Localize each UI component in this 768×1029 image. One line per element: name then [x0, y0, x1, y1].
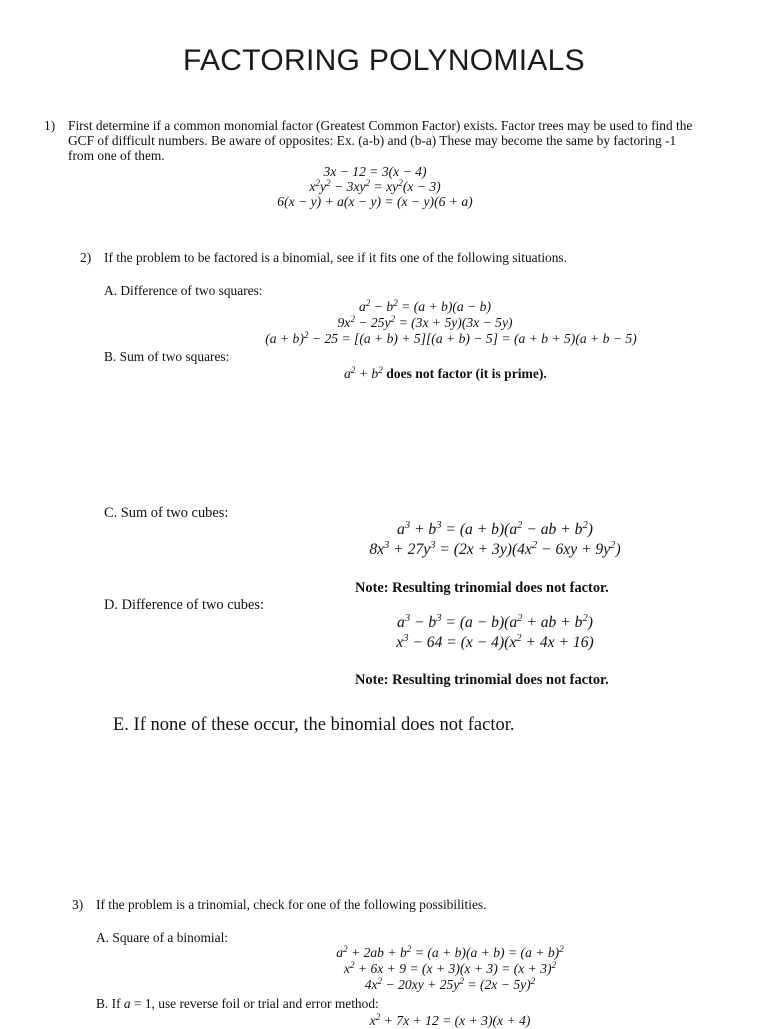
sum-of-cubes-label: C. Sum of two cubes:: [104, 505, 229, 521]
diff-of-cubes-formula: $a^3 - b^3 = (a - b)(a^2$ + ab + $b^2$): [397, 613, 593, 631]
page-title: FACTORING POLYNOMIALS: [183, 44, 585, 77]
section-2-number: 2): [80, 250, 92, 265]
binomial-does-not-factor-text: E. If none of these occur, the binomial does not factor.: [113, 715, 515, 735]
section-1-number: 1): [44, 118, 56, 133]
square-of-binomial-example-1: $x^2 + 6x + 9 = (x + 3)(x + 3) = (x + 3)^2$: [343, 959, 557, 976]
sum-of-cubes-formula: $a^3 + b^3 = (a + b)(a^2$ − ab + $b^2$): [397, 520, 593, 538]
section-2-intro: If the problem to be factored is a binomial, see if it fits one of the following situations.: [104, 250, 567, 265]
diff-of-squares-example-2: $(a + b)^2 - 25 = [(a + b) + 5][(a + b) - 5] = (a + b + 5)(a + b - 5)$: [265, 329, 637, 346]
gcf-example-3: 6(x − y) + a(x − y) = (x − y)(6 + a): [277, 194, 473, 209]
diff-of-cubes-label: D. Difference of two cubes:: [104, 597, 264, 613]
sum-of-cubes-example: $8x^3 + 27y^3 = (2x + 3y)(4x^2 - 6xy + 9y^2)$: [369, 540, 621, 558]
diff-of-cubes-note: Note: Resulting trinomial does not factor.: [355, 672, 609, 688]
square-of-binomial-example-2: $4x^2 - 20xy + 25y^2 = (2x - 5y)^2$: [364, 975, 536, 992]
gcf-example-1: 3x − 12 = 3(x − 4): [323, 164, 427, 179]
diff-of-squares-label: A. Difference of two squares:: [104, 283, 263, 298]
sum-of-squares-label: B. Sum of two squares:: [104, 349, 230, 364]
diff-of-squares-example-1: $9x^2 - 25y^2 = (3x + 5y)(3x - 5y)$: [337, 313, 513, 330]
section-3-intro: If the problem is a trinomial, check for one of the following possibilities.: [96, 897, 487, 912]
square-of-binomial-formula: $a^2 + 2ab + b^2 = (a + b)(a + b) = (a + b)^2$: [336, 943, 564, 960]
section-1-line-3: from one of them.: [68, 148, 165, 163]
section-1-line-1: First determine if a common monomial factor (Greatest Common Factor) exists. Factor trees may be used to find the: [68, 118, 693, 133]
square-of-binomial-label: A. Square of a binomial:: [96, 930, 229, 945]
sum-of-cubes-note: Note: Resulting trinomial does not factor.: [355, 580, 609, 596]
reverse-foil-label: B. If a = 1, use reverse foil or trial and error method:: [96, 996, 379, 1011]
reverse-foil-example: $x^2 + 7x + 12 = (x + 3)(x + 4)$: [369, 1011, 531, 1028]
diff-of-cubes-example: $x^3 - 64 = (x - 4)(x^2 + 4x + 16)$: [396, 633, 594, 651]
diff-of-squares-formula: $a^2 - b^2 = (a + b)(a - b)$: [358, 297, 492, 314]
sum-of-squares-note: $a^2 + b^2$ does not factor (it is prime).: [344, 364, 547, 381]
gcf-example-2: $x^2y^2 - 3xy^2 = xy^2(x - 3)$: [309, 177, 441, 194]
section-3-number: 3): [72, 897, 84, 912]
section-1-line-2: GCF of difficult numbers. Be aware of opposites: Ex. (a-b) and (b-a) These may become the same by factoring -1: [68, 133, 677, 148]
